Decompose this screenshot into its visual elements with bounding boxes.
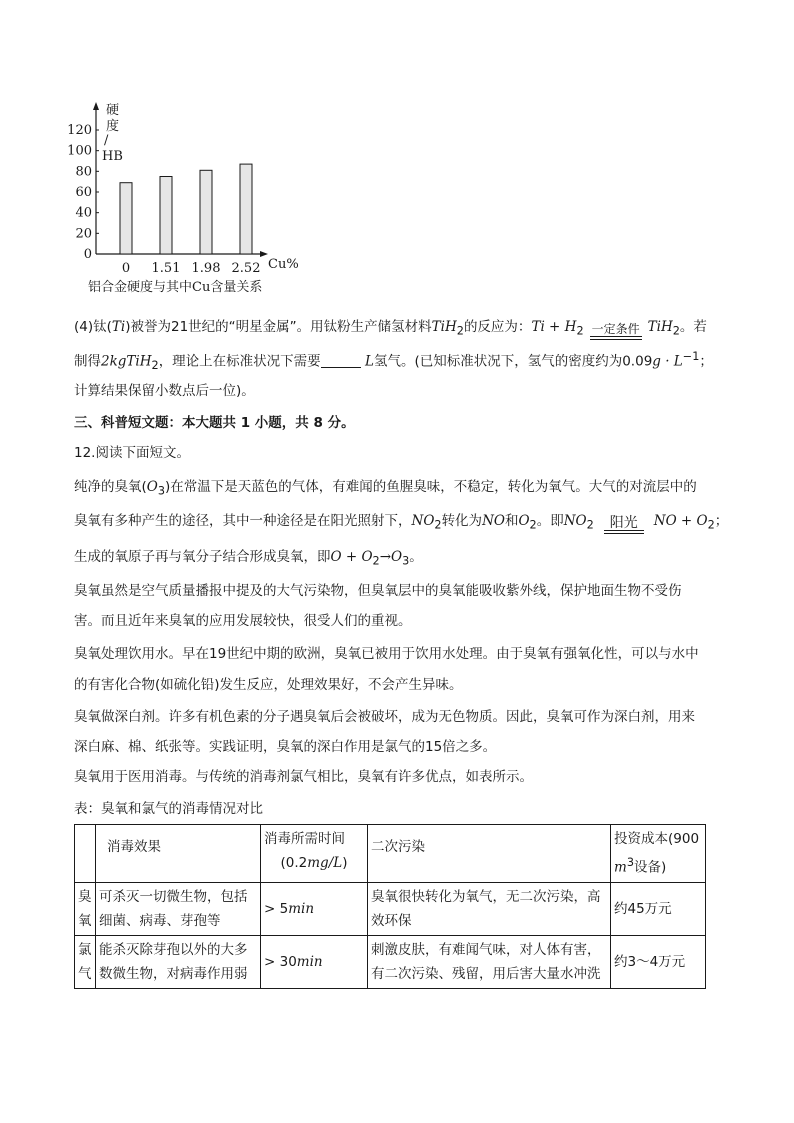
header-cost-sup: 3 [626,856,634,869]
bar-1.98 [200,170,212,254]
density-sup: −1 [682,350,700,363]
eq3-arrow: →O [379,549,403,565]
header-time-conc: (0.2 [280,855,308,871]
no2-formula: NO [411,513,435,529]
o3-sub: 3 [157,484,166,498]
header-blank-cell [75,825,96,883]
hardness-bar-chart [58,100,318,280]
header-cost [611,825,706,883]
chart-plot [67,102,299,276]
y-tick-label: 40 [75,205,92,221]
eq2-rhs-sub: 2 [707,518,715,532]
o2-sub: 2 [529,518,537,532]
p1-l2-d: 。即 [536,513,564,529]
y-tick-label: 60 [75,185,92,200]
row-pollution: 臭氧很快转化为氧气，无二次污染，高 效环保 [368,883,611,936]
x-tick-label: 2.52 [231,261,261,276]
y-tick-label: 100 [67,143,92,159]
table-row [75,936,706,989]
x-axis-label: Cu% [268,257,299,272]
y-tick-label: 120 [67,123,92,138]
x-tick-label: 0 [121,261,131,276]
x-tick-label: 1.98 [191,261,221,276]
mass-value: 2kgTiH [101,353,152,370]
eq-rhs: TiH [647,319,673,335]
y-axis-label-2: 度 [106,119,120,134]
eq3-sub: 2 [372,554,380,568]
para1-line1 [74,478,697,501]
eq2-lhs: NO [563,513,587,529]
q4-text-d: 。若 [679,319,707,335]
q4-l2-a: 制得 [74,353,101,370]
bar-1.51 [160,177,172,255]
bar-0 [120,183,132,254]
eq3: O + O [330,549,373,565]
para1-line2 [74,512,728,535]
header-time [261,825,368,883]
header-cost-m: m [614,859,627,876]
y-tick-label: 0 [83,247,92,262]
header-pollution: 二次污染 [368,825,611,883]
eq2-lhs-sub: 2 [586,518,594,532]
x-tick-label: 1.51 [151,261,181,276]
no-formula: NO [482,513,505,529]
row-name: 臭 氧 [75,883,96,936]
para2-line2: 害。而且近年来臭氧的应用发展较快，很受人们的重视。 [74,613,412,629]
header-time-unit: mg/L [307,855,343,871]
row-cost: 约3～4万元 [611,936,706,989]
p1-l2-c: 和 [504,513,519,529]
bar-2.52 [240,164,252,254]
q4-l2-c: 氢气。(已知标准状况下，氢气的密度约为0.09 [373,353,653,370]
y-axis-label-1: 硬 [106,103,120,118]
para2-line1: 臭氧虽然是空气质量播报中提及的大气污染物，但臭氧层中的臭氧能吸收紫外线，保护地面生物不受伤 [74,583,682,599]
q4-line2 [74,348,713,375]
header-cost-label: 投资成本(900 [614,831,700,847]
header-effect: 消毒效果 [96,825,261,883]
header-time-label: 消毒所需时间 [264,831,345,847]
y-tick-label: 80 [75,164,92,180]
eq-rhs-sub: 2 [672,324,680,338]
para3-line2: 的有害化合物(如硫化铅)发生反应，处理效果好，不会产生异味。 [74,677,463,693]
eq2-rhs: NO + O [653,513,708,529]
x-axis-arrow [260,251,268,257]
tih2-sub: 2 [456,324,464,338]
row-time: > 30min [261,936,368,989]
q4-text-a: (4)钛( [74,319,112,335]
para5: 臭氧用于医用消毒。与传统的消毒剂氯气相比，臭氧有许多优点，如表所示。 [74,769,533,785]
header-cost-device: 设备) [633,859,667,876]
q4-l2-d: ； [699,353,713,370]
volume-unit: L [364,353,374,370]
table-row [75,883,706,936]
y-axis-label-4: HB [102,149,123,164]
section-heading: 三、科普短文题：本大题共 1 小题，共 8 分。 [74,415,355,431]
row-pollution: 刺激皮肤，有难闻气味，对人体有害， 有二次污染、残留，用后害大量水冲洗 [368,936,611,989]
ti-symbol: Ti [111,319,126,335]
eq-lhs-sub: 2 [576,324,584,338]
disinfection-comparison-table [74,824,706,989]
o2-formula: O [518,513,530,529]
p1-l2-b: 转化为 [441,513,483,529]
table-title: 表：臭氧和氯气的消毒情况对比 [74,801,263,817]
header-time-close: ) [342,855,348,871]
no2-sub: 2 [434,518,442,532]
eq3-sub2: 3 [402,554,410,568]
eq-lhs: Ti + H [531,319,577,335]
row-effect: 能杀灭除芽孢以外的大多 数微生物，对病毒作用弱 [96,936,261,989]
para1-line3 [74,548,423,571]
y-axis-arrow [93,102,99,110]
row-time: > 5min [261,883,368,936]
o3-formula: O [146,479,158,495]
p1-a: 纯净的臭氧( [74,479,147,495]
answer-blank[interactable] [321,353,361,368]
q4-text-b: )被誉为21世纪的“明星金属”。用钛粉生产储氢材料 [125,319,432,335]
q4-line1 [74,318,707,341]
p1-l3-a: 生成的氧原子再与氧分子结合形成臭氧，即 [74,549,331,565]
reaction-condition: 一定条件 [590,322,642,340]
p1-l2-a: 臭氧有多种产生的途径，其中一种途径是在阳光照射下， [74,513,412,529]
q4-l2-b: ，理论上在标准状况下需要 [158,353,321,370]
para4-line1: 臭氧做深白剂。许多有机色素的分子遇臭氧后会被破坏，成为无色物质。因此，臭氧可作为深白剂，用来 [74,709,695,725]
row-effect: 可杀灭一切微生物，包括 细菌、病毒、芽孢等 [96,883,261,936]
para4-line2: 深白麻、棉、纸张等。实践证明，臭氧的深白作用是氯气的15倍之多。 [74,739,497,755]
y-axis-label-3: / [104,133,109,148]
q12-title: 12.阅读下面短文。 [74,445,190,461]
q4-line3: 计算结果保留小数点后一位)。 [74,383,255,399]
table-header-row [75,825,706,883]
density-unit: g · L [652,353,683,370]
p1-l2-e: ； [714,513,729,529]
row-name: 氯 气 [75,936,96,989]
chart-caption: 铝合金硬度与其中Cu含量关系 [88,280,263,295]
para3-line1: 臭氧处理饮用水。早在19世纪中期的欧洲，臭氧已被用于饮用水处理。由于臭氧有强氧化性，可以与水中 [74,646,699,662]
sunlight-condition: 阳光 [604,516,644,534]
y-tick-label: 20 [75,226,92,242]
tih2-formula: TiH [431,319,457,335]
p1-l3-b: 。 [409,549,423,565]
q4-text-c: 的反应为： [463,319,532,335]
mass-sub: 2 [151,359,159,373]
row-cost: 约45万元 [611,883,706,936]
p1-b: )在常温下是天蓝色的气体，有难闻的鱼腥臭味，不稳定，转化为氧气。大气的对流层中的 [165,479,697,495]
